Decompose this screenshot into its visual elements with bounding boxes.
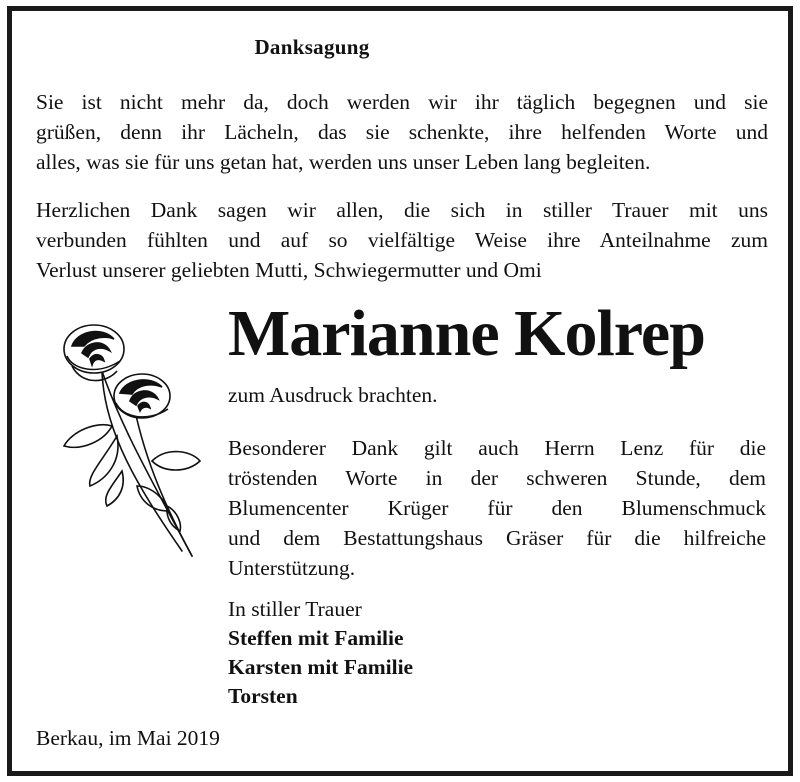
intro-line: Sie ist nicht mehr da, doch werden wir ihr täglich begegnen und sie: [36, 90, 768, 114]
heading: Danksagung: [254, 35, 370, 59]
special-thanks-line: Unterstützung.: [228, 556, 356, 580]
special-thanks-line: und dem Bestattungshaus Gräser für die hilfreiche: [228, 526, 766, 550]
after-name-text: [228, 380, 766, 410]
intro-line: grüßen, denn ihr Lächeln, das sie schenkte, ihre helfenden Worte und: [36, 120, 768, 144]
deceased-name: Marianne Kolrep: [228, 297, 705, 370]
thanks-paragraph: [36, 195, 768, 285]
special-thanks-line: Besonderer Dank gilt auch Herrn Lenz für die: [228, 436, 766, 460]
place-date: Berkau, im Mai 2019: [36, 726, 220, 750]
thanks-line: Verlust unserer geliebten Mutti, Schwiegermutter und Omi: [36, 258, 542, 282]
mourner-name: Karsten mit Familie: [228, 655, 414, 679]
intro-paragraph: [36, 87, 768, 177]
special-thanks-line: Blumencenter Krüger für den Blumenschmuck: [228, 496, 766, 520]
mourner-name: Steffen mit Familie: [228, 626, 404, 650]
mourning-intro: In stiller Trauer: [228, 597, 362, 621]
rose-icon: [42, 311, 212, 571]
thanks-line: Herzlichen Dank sagen wir allen, die sich in stiller Trauer mit uns: [36, 198, 768, 222]
special-thanks-line: tröstenden Worte in der schweren Stunde, dem: [228, 466, 766, 490]
intro-line: alles, was sie für uns getan hat, werden uns unser Leben lang begleiten.: [36, 150, 651, 174]
signature-block: [228, 595, 413, 711]
after-name-line: zum Ausdruck brachten.: [228, 383, 438, 407]
mourner-name: Torsten: [228, 684, 298, 708]
thanks-line: verbunden fühlten und auf so vielfältige Weise ihre Anteilnahme zum: [36, 228, 768, 252]
special-thanks-paragraph: [228, 433, 766, 583]
obituary-card: [7, 6, 793, 776]
